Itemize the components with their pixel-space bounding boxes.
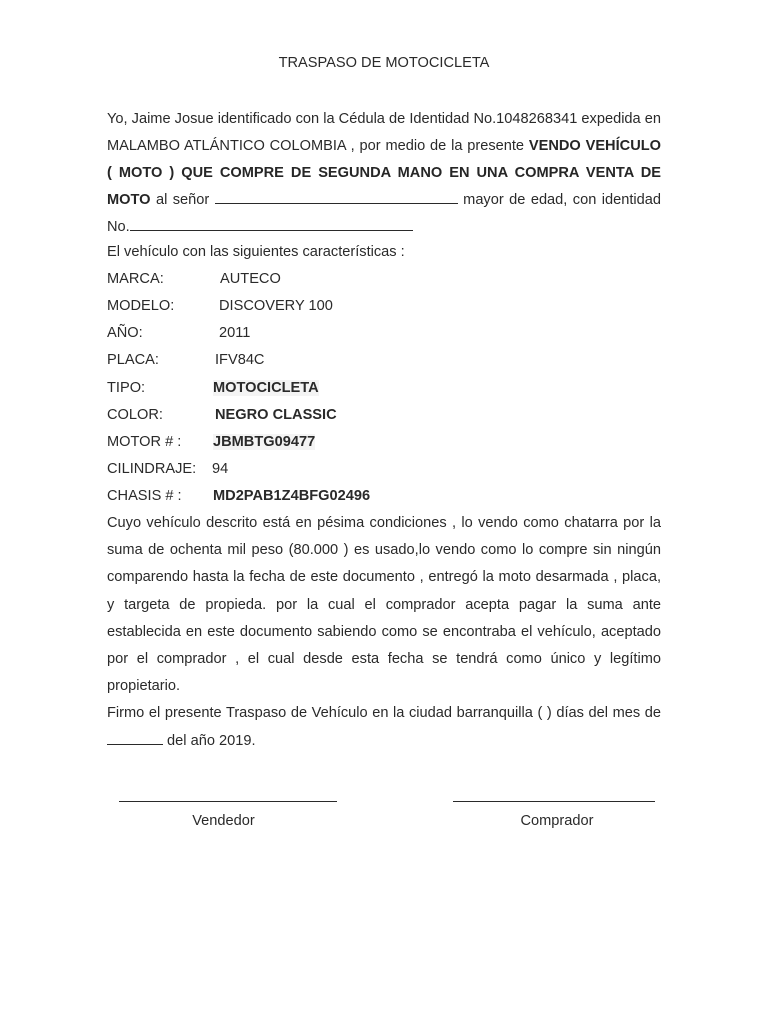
closing-text-2: del año 2019. (163, 732, 256, 749)
seller-signature-line (119, 801, 337, 802)
buyer-id-blank (130, 216, 413, 231)
spec-label: MARCA: (107, 271, 164, 287)
spec-label: TIPO: (107, 380, 146, 396)
body-paragraph (107, 510, 661, 755)
spec-row-modelo (107, 298, 333, 314)
characteristics-intro: El vehículo con las siguientes características : (107, 244, 405, 260)
buyer-name-blank (215, 189, 458, 204)
month-blank (107, 730, 163, 745)
document-title: TRASPASO DE MOTOCICLETA (278, 55, 490, 71)
spec-value: MOTOCICLETA (213, 380, 319, 396)
spec-row-marca (107, 271, 281, 287)
seller-label: Vendedor (192, 813, 255, 829)
spec-row-motor (107, 434, 316, 450)
spec-label: AÑO: (107, 325, 143, 341)
spec-label: CHASIS # : (107, 488, 182, 504)
body-text: Cuyo vehículo descrito está en pésima condiciones , lo vendo como chatarra por la suma de ochenta mil peso (80.000 ) es usado,lo vendo como lo compre sin ningún comparendo hasta la fecha de este documento , entregó la moto desarmada , placa, y targeta de propieda. por la cual el comprador acepta pagar la suma ante establecida en este documento sabiendo como se encontraba el vehículo, aceptado por el comprador , el cual desde esta fecha se tendrá como único y legítimo propietario. (107, 515, 661, 695)
spec-label: PLACA: (107, 352, 159, 368)
spec-value: DISCOVERY 100 (219, 298, 333, 314)
intro-paragraph (107, 106, 661, 241)
intro-text-3: mayor de edad, con identidad No. (107, 192, 662, 235)
buyer-signature-line (453, 801, 655, 802)
spec-value: IFV84C (215, 352, 265, 368)
spec-label: MOTOR # : (107, 434, 182, 450)
closing-text: Firmo el presente Traspaso de Vehículo en la ciudad barranquilla ( ) días del mes de (107, 705, 661, 722)
spec-value: NEGRO CLASSIC (215, 407, 337, 423)
spec-row-cilindraje (107, 461, 229, 477)
spec-row-ano (107, 325, 251, 341)
spec-value: MD2PAB1Z4BFG02496 (213, 488, 371, 504)
intro-text: Yo, Jaime Josue identificado con la Cédula de Identidad No.1048268341 expedida en MALAMBO ATLÁNTICO COLOMBIA , por medio de la presente (107, 111, 661, 154)
spec-value: 2011 (219, 325, 251, 341)
spec-row-placa (107, 352, 265, 368)
spec-row-tipo (107, 380, 319, 396)
spec-value: 94 (212, 461, 229, 477)
spec-label: CILINDRAJE: (107, 461, 197, 477)
intro-text-2: al señor (150, 192, 215, 208)
buyer-label: Comprador (520, 813, 594, 829)
spec-label: MODELO: (107, 298, 175, 314)
spec-row-color (107, 407, 337, 423)
spec-value: JBMBTG09477 (213, 434, 316, 450)
spec-row-chasis (107, 488, 371, 504)
spec-label: COLOR: (107, 407, 163, 423)
spec-value: AUTECO (220, 271, 281, 287)
intro-bold-text: VENDO VEHÍCULO ( MOTO ) QUE COMPRE DE SEGUNDA MANO EN UNA COMPRA VENTA DE MOTO (107, 138, 661, 208)
